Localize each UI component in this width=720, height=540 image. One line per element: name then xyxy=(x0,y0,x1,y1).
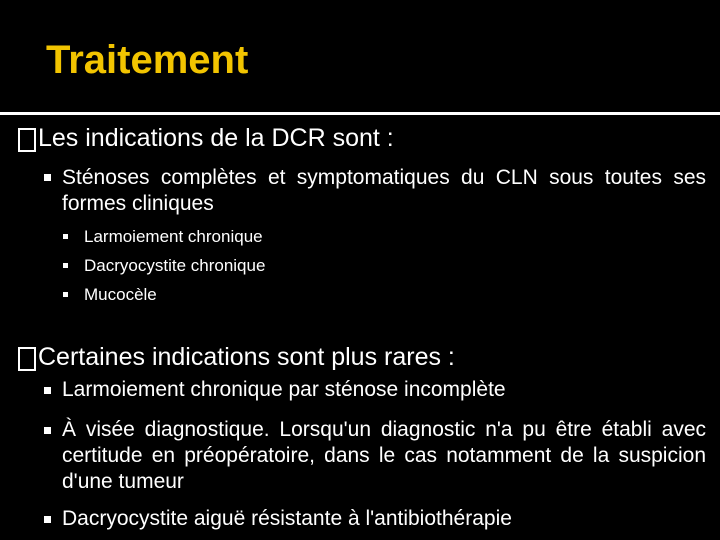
section-1-subitem-2: Dacryocystite chronique xyxy=(84,256,266,275)
section-1-bullet-box xyxy=(18,128,36,152)
slide-title: Traitement xyxy=(46,38,249,82)
sub-bullet-square-icon xyxy=(63,292,68,297)
section-2-item-1: Larmoiement chronique par sténose incomplète xyxy=(62,378,506,401)
section-2-item-3: Dacryocystite aiguë résistante à l'antibiothérapie xyxy=(62,507,512,530)
section-2-item-2: À visée diagnostique. Lorsqu'un diagnostic n'a pu être établi avec certitude en préopératoire, dans le cas notamment de la suspicion d'une tumeur xyxy=(62,418,706,493)
bullet-square-icon xyxy=(44,427,51,434)
sub-bullet-square-icon xyxy=(63,263,68,268)
bullet-square-icon xyxy=(44,174,51,181)
section-1-subitem-1: Larmoiement chronique xyxy=(84,227,263,246)
section-1-item-1: Sténoses complètes et symptomatiques du CLN sous toutes ses formes cliniques xyxy=(62,166,706,215)
section-1-heading: Les indications de la DCR sont : xyxy=(38,124,394,152)
section-2-heading: Certaines indications sont plus rares : xyxy=(38,343,455,371)
section-1-subitem-3: Mucocèle xyxy=(84,285,157,304)
title-divider xyxy=(0,112,720,115)
sub-bullet-square-icon xyxy=(63,234,68,239)
bullet-square-icon xyxy=(44,516,51,523)
section-2-bullet-box xyxy=(18,347,36,371)
bullet-square-icon xyxy=(44,387,51,394)
